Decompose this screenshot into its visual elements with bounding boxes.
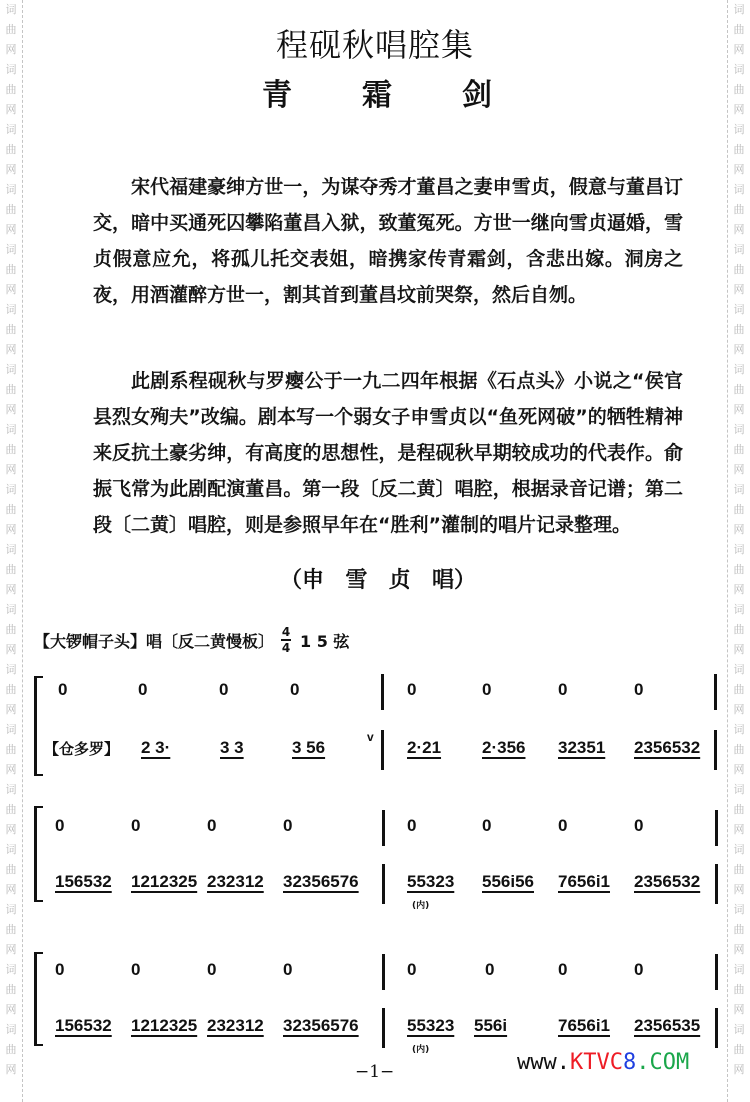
watermark-group xyxy=(6,960,17,1020)
watermark-char: 曲 xyxy=(5,443,17,456)
time-sig-bottom: 4 xyxy=(281,641,291,655)
note-group: 156532 xyxy=(55,872,112,891)
watermark-char: 词 xyxy=(733,843,745,856)
watermark-char: 网 xyxy=(733,1063,745,1076)
watermark-group xyxy=(734,780,745,840)
score-system-3 xyxy=(34,952,724,1055)
watermark-char: 词 xyxy=(733,903,745,916)
site-part: 8 xyxy=(622,1050,637,1075)
watermark-group xyxy=(734,900,745,960)
watermark-char: 词 xyxy=(5,3,17,16)
watermark-char: 网 xyxy=(733,223,745,236)
watermark-char: 词 xyxy=(5,663,17,676)
watermark-char: 曲 xyxy=(5,23,17,36)
watermark-char: 曲 xyxy=(733,263,745,276)
note: 0 xyxy=(482,816,492,835)
watermark-char: 曲 xyxy=(733,623,745,636)
opera-title-char: 青 xyxy=(262,78,292,113)
note-group: 32356576 xyxy=(283,1016,359,1035)
note: 0 xyxy=(485,960,495,979)
watermark-char: 网 xyxy=(5,163,17,176)
watermark-char: 网 xyxy=(5,823,17,836)
watermark-char: 曲 xyxy=(733,203,745,216)
watermark-group xyxy=(6,480,17,540)
note-group: 2356535 xyxy=(634,1016,701,1035)
watermark-group xyxy=(6,840,17,900)
watermark-group xyxy=(734,960,745,1020)
watermark-char: 词 xyxy=(733,1023,745,1036)
watermark-char: 词 xyxy=(5,363,17,376)
watermark-char: 词 xyxy=(733,243,745,256)
watermark-group xyxy=(6,540,17,600)
watermark-char: 词 xyxy=(5,903,17,916)
watermark-char: 词 xyxy=(5,483,17,496)
singer-char: 雪 xyxy=(345,568,368,593)
watermark-char: 网 xyxy=(733,523,745,536)
site-part: www. xyxy=(517,1050,570,1075)
page-number: −1− xyxy=(355,1062,395,1082)
score-system-2 xyxy=(34,806,724,911)
note: 0 xyxy=(407,816,417,835)
watermark-char: 词 xyxy=(5,423,17,436)
watermark-char: 网 xyxy=(733,883,745,896)
watermark-char: 网 xyxy=(5,943,17,956)
watermark-char: 词 xyxy=(733,363,745,376)
note: 0 xyxy=(138,680,148,699)
singer-char: （申 xyxy=(280,568,325,593)
singer-char: 唱） xyxy=(431,568,476,593)
watermark-char: 曲 xyxy=(733,803,745,816)
opera-title-char: 霜 xyxy=(362,78,392,113)
watermark-char: 曲 xyxy=(5,143,17,156)
watermark-char: 词 xyxy=(5,303,17,316)
singer-char: 贞 xyxy=(388,568,411,593)
note-group: 32356576 xyxy=(283,872,359,891)
score-system-1 xyxy=(34,672,724,772)
watermark-char: 曲 xyxy=(5,803,17,816)
watermark-char: 曲 xyxy=(733,503,745,516)
watermark-char: 网 xyxy=(733,343,745,356)
watermark-char: 词 xyxy=(5,1023,17,1036)
note-group: 7656i1 xyxy=(558,872,610,891)
watermark-char: 网 xyxy=(5,583,17,596)
watermark-group xyxy=(734,600,745,660)
note-group: 232312 xyxy=(207,872,264,891)
percussion-label: 【仓多罗】 xyxy=(44,740,120,758)
synopsis-paragraph: 宋代福建豪绅方世一，为谋夺秀才董昌之妻申雪贞，假意与董昌订交，暗中买通死囚攀陷董昌入狱，致董冤死。方世一继向雪贞逼婚，雪贞假意应允，将孤儿托交表姐，暗携家传青霜剑，含悲出嫁。洞房之夜，用酒灌醉方世一，割其首到董昌坟前哭祭，然后自刎。 xyxy=(93,176,683,306)
watermark-char: 网 xyxy=(5,643,17,656)
note-group: 3 3 xyxy=(220,738,244,757)
watermark-char: 网 xyxy=(733,643,745,656)
watermark-char: 网 xyxy=(5,763,17,776)
note-group: 55323 xyxy=(407,872,455,891)
barline xyxy=(381,730,384,770)
note: 0 xyxy=(558,816,568,835)
watermark-group xyxy=(6,420,17,480)
watermark-char: 词 xyxy=(5,843,17,856)
watermark-char: 网 xyxy=(733,703,745,716)
tempo-marking xyxy=(34,626,349,654)
watermark-char: 曲 xyxy=(5,383,17,396)
watermark-char: 曲 xyxy=(733,563,745,576)
note: 0 xyxy=(207,816,217,835)
watermark-char: 网 xyxy=(733,163,745,176)
watermark-char: 曲 xyxy=(733,443,745,456)
barline xyxy=(382,864,385,904)
watermark-group xyxy=(734,1020,745,1080)
watermark-group xyxy=(734,720,745,780)
watermark-char: 曲 xyxy=(733,683,745,696)
watermark-char: 网 xyxy=(5,223,17,236)
watermark-char: 词 xyxy=(5,63,17,76)
watermark-char: 曲 xyxy=(5,683,17,696)
watermark-char: 网 xyxy=(733,583,745,596)
note-group: 2356532 xyxy=(634,738,701,757)
watermark-char: 词 xyxy=(5,963,17,976)
watermark-char: 曲 xyxy=(733,923,745,936)
barline xyxy=(714,674,717,710)
watermark-char: 网 xyxy=(733,463,745,476)
watermark-char: 词 xyxy=(733,603,745,616)
note-group: 2·21 xyxy=(407,738,442,757)
accomp-staff xyxy=(34,730,724,768)
note-group: 2 3· xyxy=(141,738,171,757)
site-part: KTVC xyxy=(569,1050,623,1075)
note: 0 xyxy=(207,960,217,979)
note: 0 xyxy=(407,680,417,699)
time-signature xyxy=(281,626,291,654)
note: 0 xyxy=(558,960,568,979)
barline xyxy=(382,810,385,846)
watermark-char: 词 xyxy=(733,3,745,16)
watermark-char: 曲 xyxy=(5,623,17,636)
watermark-char: 网 xyxy=(733,283,745,296)
watermark-char: 网 xyxy=(5,343,17,356)
watermark-char: 网 xyxy=(733,43,745,56)
watermark-group xyxy=(734,420,745,480)
watermark-char: 词 xyxy=(733,783,745,796)
key-label: 1 5 弦 xyxy=(300,631,350,651)
watermark-char: 曲 xyxy=(5,263,17,276)
watermark-char: 网 xyxy=(733,1003,745,1016)
note-group: 3 56 xyxy=(292,738,326,757)
watermark-group xyxy=(734,60,745,120)
book-title: 程砚秋唱腔集 xyxy=(275,26,474,64)
annotation: (内) xyxy=(412,1045,430,1055)
watermark-column-right xyxy=(727,0,750,1102)
watermark-char: 网 xyxy=(5,703,17,716)
note-group: 55323 xyxy=(407,1016,455,1035)
watermark-char: 网 xyxy=(5,283,17,296)
barline xyxy=(382,954,385,990)
watermark-char: 曲 xyxy=(733,143,745,156)
barline xyxy=(382,1008,385,1048)
watermark-group xyxy=(6,720,17,780)
opera-title xyxy=(262,70,492,114)
watermark-group xyxy=(6,300,17,360)
watermark-char: 网 xyxy=(733,103,745,116)
watermark-char: 词 xyxy=(733,303,745,316)
note-group: 156532 xyxy=(55,1016,112,1035)
site-part: .COM xyxy=(636,1050,690,1075)
note-group: 1212325 xyxy=(131,872,198,891)
watermark-char: 曲 xyxy=(733,83,745,96)
watermark-char: 词 xyxy=(733,963,745,976)
note: 0 xyxy=(290,680,300,699)
watermark-char: 网 xyxy=(733,763,745,776)
watermark-char: 曲 xyxy=(733,1043,745,1056)
watermark-char: 词 xyxy=(733,423,745,436)
note: 0 xyxy=(558,680,568,699)
note: 0 xyxy=(634,680,644,699)
barline xyxy=(715,810,718,846)
watermark-group xyxy=(734,360,745,420)
watermark-group xyxy=(734,180,745,240)
watermark-char: 曲 xyxy=(733,23,745,36)
watermark-char: 曲 xyxy=(5,1043,17,1056)
note-group: 2356532 xyxy=(634,872,701,891)
watermark-char: 曲 xyxy=(733,383,745,396)
watermark-group xyxy=(734,540,745,600)
note: 0 xyxy=(283,960,293,979)
watermark-group xyxy=(6,660,17,720)
watermark-char: 词 xyxy=(733,663,745,676)
watermark-char: 曲 xyxy=(5,203,17,216)
watermark-char: 网 xyxy=(5,403,17,416)
watermark-group xyxy=(6,120,17,180)
watermark-char: 词 xyxy=(5,123,17,136)
time-sig-top: 4 xyxy=(281,625,291,639)
watermark-char: 网 xyxy=(733,403,745,416)
watermark-char: 网 xyxy=(5,883,17,896)
watermark-group xyxy=(6,240,17,300)
watermark-char: 网 xyxy=(733,943,745,956)
watermark-char: 网 xyxy=(5,523,17,536)
watermark-group xyxy=(734,120,745,180)
watermark-char: 曲 xyxy=(5,563,17,576)
watermark-char: 词 xyxy=(733,543,745,556)
watermark-char: 网 xyxy=(5,103,17,116)
barline xyxy=(381,674,384,710)
vocal-staff xyxy=(34,816,724,846)
note: 0 xyxy=(55,816,65,835)
singer-heading xyxy=(280,563,476,594)
note-group: 32351 xyxy=(558,738,606,757)
vocal-staff xyxy=(34,960,724,990)
watermark-group xyxy=(734,480,745,540)
note: 0 xyxy=(407,960,417,979)
opera-title-char: 剑 xyxy=(462,78,492,113)
watermark-group xyxy=(6,360,17,420)
note: 0 xyxy=(131,960,141,979)
watermark-char: 网 xyxy=(5,1003,17,1016)
watermark-group xyxy=(6,780,17,840)
watermark-group xyxy=(734,660,745,720)
watermark-column-left xyxy=(0,0,23,1102)
watermark-char: 词 xyxy=(5,783,17,796)
breath-mark: v xyxy=(367,730,374,744)
note: 0 xyxy=(482,680,492,699)
watermark-group xyxy=(6,600,17,660)
note: 0 xyxy=(131,816,141,835)
watermark-char: 曲 xyxy=(5,863,17,876)
note-group: 7656i1 xyxy=(558,1016,610,1035)
barline xyxy=(715,1008,718,1048)
watermark-char: 网 xyxy=(5,1063,17,1076)
watermark-char: 曲 xyxy=(733,743,745,756)
watermark-group xyxy=(734,300,745,360)
watermark-char: 网 xyxy=(5,463,17,476)
watermark-char: 曲 xyxy=(733,323,745,336)
note: 0 xyxy=(634,960,644,979)
watermark-group xyxy=(6,180,17,240)
note: 0 xyxy=(55,960,65,979)
note-group: 556i56 xyxy=(482,872,534,891)
barline xyxy=(715,864,718,904)
tempo-label: 【大锣帽子头】唱〔反二黄慢板〕 xyxy=(34,631,275,651)
watermark-char: 曲 xyxy=(5,503,17,516)
watermark-group xyxy=(734,240,745,300)
watermark-group xyxy=(6,900,17,960)
watermark-char: 词 xyxy=(733,723,745,736)
note: 0 xyxy=(219,680,229,699)
barline xyxy=(714,730,717,770)
watermark-char: 曲 xyxy=(5,743,17,756)
note-group: 1212325 xyxy=(131,1016,198,1035)
watermark-char: 词 xyxy=(5,243,17,256)
watermark-char: 曲 xyxy=(733,863,745,876)
watermark-char: 网 xyxy=(733,823,745,836)
watermark-char: 曲 xyxy=(5,923,17,936)
site-watermark-link[interactable] xyxy=(517,1050,689,1075)
watermark-char: 曲 xyxy=(5,83,17,96)
accomp-staff xyxy=(34,872,724,911)
watermark-char: 词 xyxy=(5,603,17,616)
vocal-staff xyxy=(34,680,724,710)
watermark-char: 曲 xyxy=(733,983,745,996)
watermark-group xyxy=(734,840,745,900)
note: 0 xyxy=(634,816,644,835)
watermark-char: 曲 xyxy=(5,983,17,996)
watermark-char: 网 xyxy=(5,43,17,56)
note-group: 556i xyxy=(474,1016,508,1035)
note-group: 232312 xyxy=(207,1016,264,1035)
watermark-char: 曲 xyxy=(5,323,17,336)
accomp-staff xyxy=(34,1016,724,1055)
watermark-char: 词 xyxy=(733,483,745,496)
watermark-char: 词 xyxy=(5,723,17,736)
watermark-char: 词 xyxy=(733,63,745,76)
watermark-group xyxy=(6,60,17,120)
annotation: (内) xyxy=(412,901,430,911)
watermark-char: 词 xyxy=(733,183,745,196)
watermark-char: 词 xyxy=(5,543,17,556)
barline xyxy=(715,954,718,990)
background-paragraph: 此剧系程砚秋与罗瘿公于一九二四年根据《石点头》小说之“侯官县烈女殉夫”改编。剧本写一个弱女子申雪贞以“鱼死网破”的牺牲精神来反抗土豪劣绅，有高度的思想性，是程砚秋早期较成功的代表作。俞振飞常为此剧配演董昌。第一段〔反二黄〕唱腔，根据录音记谱；第二段〔二黄〕唱腔，则是参照早年在“胜利”灌制的唱片记录整理。 xyxy=(93,370,683,536)
watermark-char: 词 xyxy=(733,123,745,136)
note-group: 2·356 xyxy=(482,738,526,757)
watermark-char: 词 xyxy=(5,183,17,196)
watermark-group xyxy=(6,1020,17,1080)
note: 0 xyxy=(58,680,68,699)
note: 0 xyxy=(283,816,293,835)
